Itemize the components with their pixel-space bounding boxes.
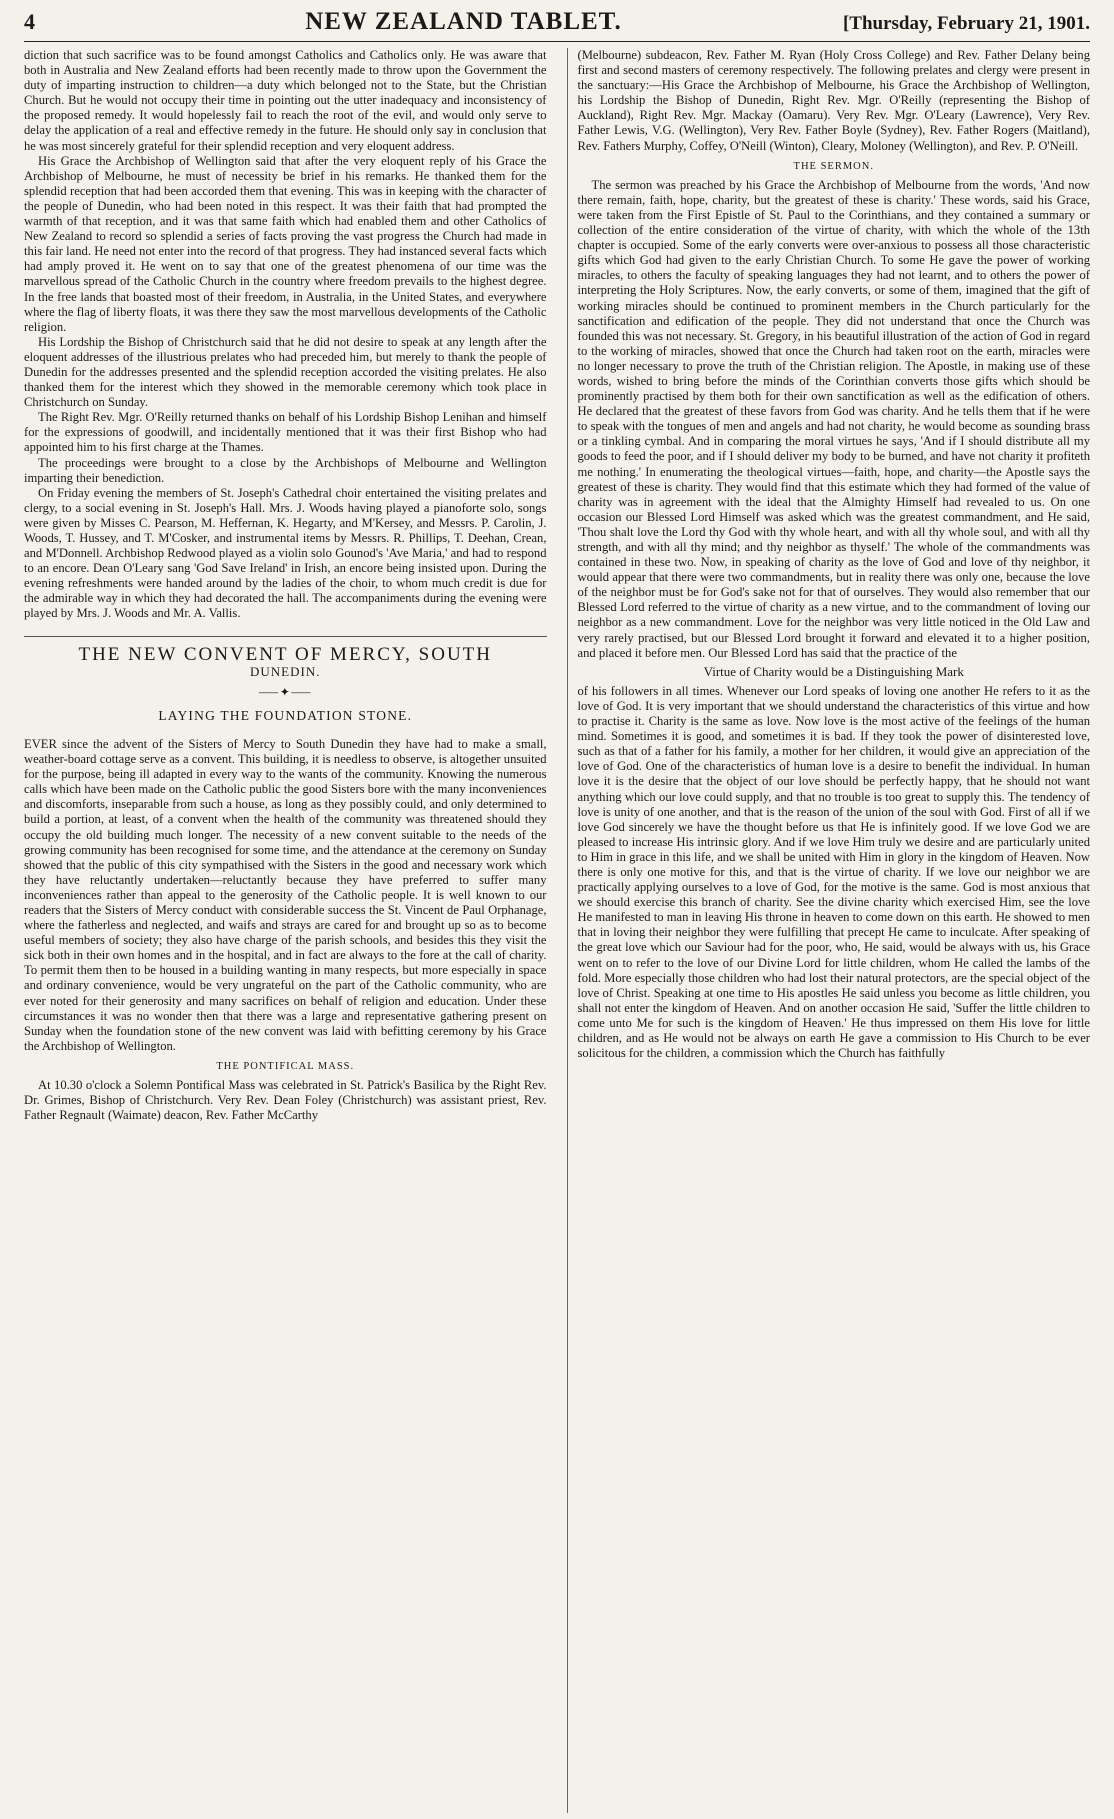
section-heading-mass: THE PONTIFICAL MASS. — [216, 1060, 355, 1072]
paragraph: The sermon was preached by his Grace the Archbishop of Melbourne from the words, 'And now there remain, faith, hope, charity, but the greatest of these is charity.' These words, said his Grace, were taken from the First Epistle of St. Paul to the Corinthians, and they contained a summary or collection of the entire consideration of the virtue of charity, with which the whole of the 13th chapter is occupied. Some of the early converts were over-anxious to possess all those characteristic gifts which God had given to the early Christian Church. To some He gave the power of working miracles, to others the faculty of speaking languages they had not learnt, and to others the power of interpreting the Holy Scriptures. Now, the early converts, or some of them, imagined that the gift of working miracles should be continued to prominent members in the Church particularly for the sanctification and edification of the people. They did not understand that once the Church was founded this was not necessary. St. Gregory, in his beautiful illustration of the action of God in regard to the working of miracles, showed that once the Church had taken root on the earth, miracles were no longer necessary to prove the truth of the Christian religion. The Apostle, in making use of these words, wished to bring before the minds of the Corinthian converts those gifts which should be prominently practised by them both for their own sanctification as well as the edification of others. He declared that the greatest of these favors from God was charity. And he tells them that if he were to speak with the tongues of men and angels and had not charity, he would become as sounding brass or a tinkling cymbal. And in comparing the moral virtues he says, 'And if I should distribute all my goods to feed the poor, and if I should deliver my body to be burned, and have not charity it profiteth me nothing.' In enumerating the theological virtues—faith, hope, and charity—the Apostle says the greatest of these is charity. They would find that this estimate which they had formed of the value of charity was in agreement with the ideal that the Almighty Himself had revealed to us. On one occasion our Blessed Lord Himself was asked which was the greatest commandment, and He said, 'Thou shalt love the Lord thy God with thy whole heart, and with all thy whole soul, and with all thy strength, and with all thy mind; and thy neighbor as thyself.' The whole of the commandments was contained in these two. Now, in speaking of charity as the love of God and love of thy neighbor, it would appear that there were two commandments, but in reality there was only one, because the love of the neighbor must be for God's sake not for that of ourselves. They would also remember that our Blessed Lord referred to the virtue of charity as a new virtue, and to the commandment of loving our neighbor as a new commandment. Love for the neighbor was very little noticed in the Old Law and very rarely practised, but our Blessed Lord brought it forward and elevated it to a higher position, and placed it before men. Our Blessed Lord has said that the practice of the — [577, 177, 1090, 660]
article-headline-place: DUNEDIN. — [250, 663, 321, 679]
paragraph: On Friday evening the members of St. Joseph's Cathedral choir entertained the visiting prelates and clergy, to a social evening in St. Joseph's Hall. Mrs. J. Woods having played a pianoforte solo, songs were given by Misses C. Pearson, M. Heffernan, K. Hegarty, and M'Kersey, and Messrs. P. Carolin, J. Woods, T. Hussey, and T. M'Cosker, and instrumental items by Messrs. R. Phillips, T. Deehan, Crean, and M'Donnell. Archbishop Redwood played as a violin solo Gounod's 'Ave Maria,' and had to respond to an encore. Dean O'Leary sang 'God Save Ireland' in Irish, an encore being insisted upon. During the evening refreshments were handed around by the ladies of the choir, to whom much credit is due for the admirable way in which they had decorated the hall. The accompaniments during the evening were played by Mrs. J. Woods and Mr. A. Vallis. — [24, 485, 547, 621]
left-column — [24, 48, 547, 1813]
masthead — [24, 8, 1090, 42]
section-heading-virtue: Virtue of Charity would be a Distinguishing Mark — [703, 663, 964, 679]
paragraph: His Lordship the Bishop of Christchurch said that he did not desire to speak at any length after the eloquent addresses of the illustrious prelates who had preceded him, but merely to thank the people of Dunedin for the addresses presented and the splendid reception accorded the visiting prelates. He also thanked them for the interest which they showed in the memorable ceremony which took place in Christchurch on Sunday. — [24, 334, 547, 410]
paragraph: The proceedings were brought to a close by the Archbishops of Melbourne and Wellington imparting their benediction. — [24, 455, 547, 485]
paragraph: The Right Rev. Mgr. O'Reilly returned thanks on behalf of his Lordship Bishop Lenihan and himself for the expressions of goodwill, and incidentally mentioned that it was their first Bishop who had appointed him to his first charge at the Thames. — [24, 410, 547, 455]
ornament-divider: ⸺✦⸺ — [258, 684, 313, 699]
issue-date: [Thursday, February 21, 1901. — [842, 13, 1090, 34]
paragraph: EVER since the advent of the Sisters of Mercy to South Dunedin they have had to make a small, weather-board cottage serve as a convent. This building, it is needless to observe, is altogether unsuited for the purpose, being ill adapted in every way to the wants of the community. Knowing the numerous calls which have been made on the Catholic public the good Sisters bore with the many inconveniences and discomforts, inseparable from such a house, as long as they possibly could, and only determined to build a portion, at least, of a convent when the health of the community was threatened should they occupy the old building much longer. The necessity of a new convent suitable to the needs of the growing community has been recognised for some time, and the attendance at the ceremony on Sunday showed that the public of this city sympathised with the Sisters in the good and necessary work which they have reluctantly undertaken—reluctantly because they have preferred to suffer many inconveniences rather than appeal to the generosity of the Catholic people. It is well known to our readers that the Sisters of Mercy conduct with considerable success the St. Vincent de Paul Orphanage, where the fatherless and neglected, and waifs and strays are cared for and brought up so as to become useful members of society; they also have charge of the parish schools, and besides this they visit the sick both in their own homes and in the hospital, and in fact are always to the fore at the call of charity. To permit them then to be housed in a building wanting in many respects, but more especially in space and ordinary convenience, would be very ungrateful on the part of the Catholic community, who are ever noted for their generosity and many sacrifices on behalf of religion and education. Under these circumstances it was no wonder then that there was a large and representative gathering present on Sunday when the foundation stone of the new convent was laid with befitting ceremony by his Grace the Archbishop of Wellington. — [24, 736, 547, 1053]
article-headline: THE NEW CONVENT OF MERCY, SOUTH — [78, 643, 493, 665]
newspaper-title: NEW ZEALAND TABLET. — [305, 8, 622, 35]
paragraph: of his followers in all times. Whenever our Lord speaks of loving one another He refers to it as the love of God. It is very important that we should understand the characteristics of this virtue and how to practise it. Charity is the same as love. Now love is the most active of the feelings of the human mind. Sometimes it is good, and sometimes it is bad. If they took the power of disinterested love, such as that of a father for his family, a mother for her children, it would give an appreciation of the love of God. One of the characteristics of human love is a desire to benefit the individual. In human love it is the desire that the object of our love should be perfectly happy, that he should not want anything which our love could supply, and that no trouble is too great to supply this. The tendency of love is unity of one another, and that is the reason of the union of the soul with God. First of all if we love God sincerely we have the thought before us that He is infinitely good. If we love God we are pleased to increase His intrinsic glory. And if we love Him truly we desire and are particularly united to Him in grace in this life, and we shall be united with Him in glory in the kingdom of Heaven. Now there is only one motive for this, and that is the virtue of charity. If we love our neighbor we are practically applying ourselves to a love of God, for the motive is the same. God is most anxious that we should exercise this branch of charity. See the divine charity which exercised Him, see the love He manifested to man in leaving His throne in heaven to come down on this earth. He showed to men that in loving their neighbor they were fulfilling that precept He came to inculcate. After speaking of the great love which our Saviour had for the poor, who, He said, would be always with us, his Grace went on to refer to the love of our Divine Lord for little children, whom He called the lambs of the fold. More especially those children who had lost their natural protectors, are the special object of the love of Christ. Speaking at one time to His apostles He said unless you become as little children, you shall not enter the kingdom of Heaven. And on another occasion He said, 'Suffer the little children to come unto Me for such is the kingdom of Heaven.' He thus impressed on them His love for little children, and as He would not be always on earth He gave a commission to His Church to be ever solicitous for the children, a commission which the Church has faithfully — [577, 683, 1090, 1061]
page-number: 4 — [24, 9, 35, 34]
article-subheading: LAYING THE FOUNDATION STONE. — [158, 707, 413, 723]
right-column — [567, 48, 1091, 1813]
paragraph: At 10.30 o'clock a Solemn Pontifical Mass was celebrated in St. Patrick's Basilica by the Right Rev. Dr. Grimes, Bishop of Christchurch. Very Rev. Dean Foley (Christchurch) was assistant priest, Rev. Father Regnault (Waimate) deacon, Rev. Father McCarthy — [24, 1078, 547, 1123]
paragraph: (Melbourne) subdeacon, Rev. Father M. Ryan (Holy Cross College) and Rev. Father Delany being first and second masters of ceremony respectively. The following prelates and clergy were present in the sanctuary:—His Grace the Archbishop of Melbourne, his Grace the Archbishop of Wellington, his Lordship the Bishop of Dunedin, Right Rev. Mgr. O'Reilly (representing the Bishop of Auckland), Right Rev. Mgr. Mackay (Oamaru). Very Rev. Mgr. O'Leary (Lawrence), Very Rev. Father Lewis, V.G. (Wellington), Very Rev. Father Boyle (Sydney), Rev. Father Rogers (Maitland), Rev. Fathers Murphy, Coffey, O'Neill (Winton), Cleary, Moloney (Wellington), and Rev. P. O'Neill. — [577, 48, 1090, 153]
article-columns — [24, 48, 1090, 1813]
paragraph: His Grace the Archbishop of Wellington said that after the very eloquent reply of his Grace the Archbishop of Melbourne, he must of necessity be brief in his remarks. He thanked them for the splendid reception that had been accorded them that evening. This was in keeping with the character of the people of Dunedin, who had been noted in this respect. It was their faith that had prompted the warmth of that reception, and it was that same faith which had enabled them and other Catholics of New Zealand to record so splendid a series of facts proving the vast progress the Church had made in this fair land. He need not enter into the record of that progress. They had instanced several facts which had amply proved it. He went on to say that one of the greatest phenomena of our time was the marvellous spread of the Catholic Church in the country where freedom prevails to the highest degree. In the free lands that boasted most of their freedom, in Australia, in the United States, and everywhere where the flag of liberty floats, it was there they saw the most marvellous developments of the Catholic religion. — [24, 153, 547, 334]
section-heading-sermon: THE SERMON. — [793, 160, 874, 172]
section-divider — [24, 636, 547, 637]
paragraph: diction that such sacrifice was to be found amongst Catholics and Catholics only. He was aware that both in Australia and New Zealand efforts had been recently made to throw upon the Government the duty of imparting instruction to children—a duty which belonged not to the State, but the Christian Church. But he would not occupy their time in pointing out the utter inadequacy and inconsistency of the proposed remedy. It would hopelessly fail to reach the root of the evil, and would only serve to delay the application of a real and effective remedy in the future. He should only say in conclusion that he was most sincerely grateful for their splendid reception and very eloquent address. — [24, 48, 547, 153]
